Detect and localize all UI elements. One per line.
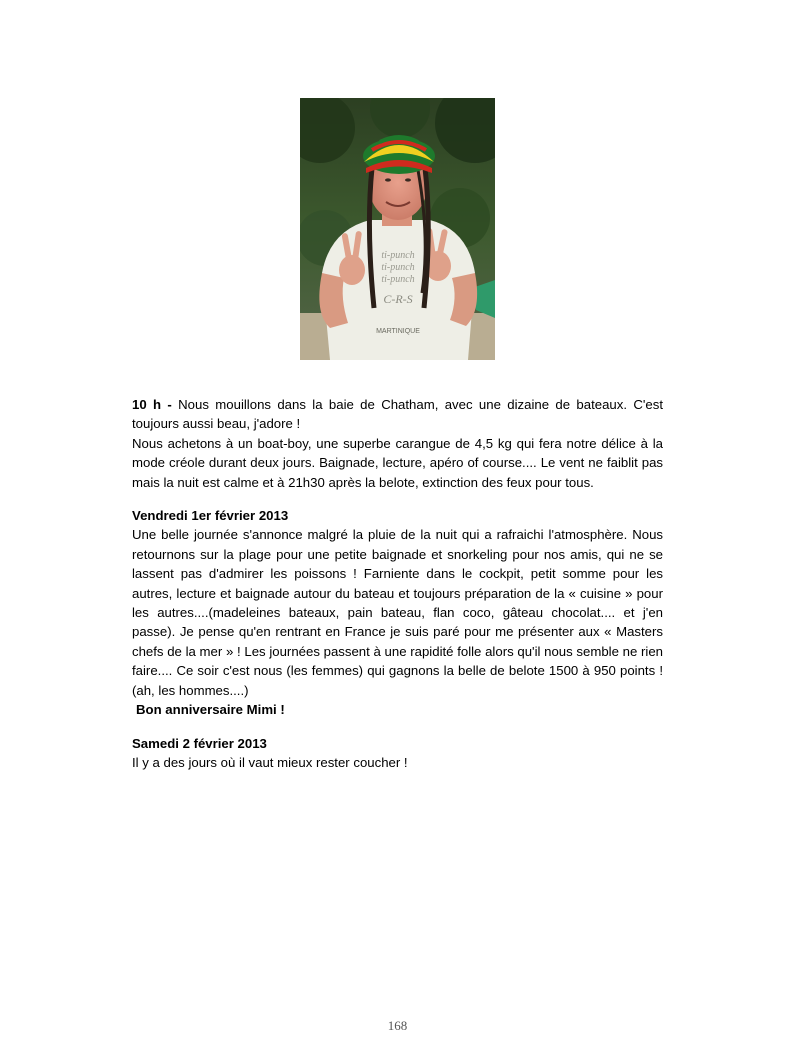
entry-10h-text-1: Nous mouillons dans la baie de Chatham, avec une dizaine de bateaux. C'est toujours aussi beau, j'adore ! (132, 397, 663, 432)
entry-10h-paragraph (132, 395, 663, 434)
shirt-print-line-5: MARTINIQUE (376, 328, 420, 335)
shirt-print-line-4: C-R-S (383, 292, 413, 306)
shirt-print-line-2: ti-punch (381, 262, 415, 273)
entry-saturday-heading: Samedi 2 février 2013 (132, 735, 267, 751)
spacer (132, 720, 663, 734)
entry-saturday-text: Il y a des jours où il vaut mieux rester coucher ! (132, 754, 408, 770)
shirt-print-line-3: ti-punch (381, 274, 415, 285)
shirt-print-line-1: ti-punch (381, 250, 415, 261)
photo-man-rasta-hat (300, 98, 495, 360)
journal-content (132, 395, 663, 772)
entry-friday-heading: Vendredi 1er février 2013 (132, 508, 289, 524)
entry-10h-text-2: Nous achetons à un boat-boy, une superbe carangue de 4,5 kg qui fera notre délice à la mode créole durant deux jours. Baignade, lecture, apéro of course.... Le vent ne faiblit pas mais la nuit est calme et à 21h30 après la belote, extinction des feux pour tous. (132, 435, 663, 490)
birthday-wish: Bon anniversaire Mimi ! (136, 702, 285, 718)
spacer (132, 492, 663, 506)
page-number: 168 (387, 1018, 408, 1033)
entry-time-label: 10 h - (132, 397, 172, 412)
entry-friday-text: Une belle journée s'annonce malgré la pluie de la nuit qui a rafraichi l'atmosphère. Nous retournons sur la plage pour une petite baignade et snorkeling pour nos amis, qui ne se lassent pas d'admirer les poissons ! Farniente dans le cockpit, petit somme pour les autres, lecture et baignade autour du bateau et toujours préparation de la « cuisine » pour les autres....(madeleines bateaux, pain bateau, flan coco, gâteau chocolat.... et j'en passe). Je pense qu'en rentrant en France je suis paré pour me présenter aux « Masters chefs de la mer » ! Les journées passent à une rapidité folle alors qu'il nous semble ne rien faire.... Ce soir c'est nous (les femmes) qui gagnons la belle de belote 1500 à 950 points ! (ah, les hommes....) (132, 527, 663, 698)
photo-illustration (300, 98, 495, 360)
